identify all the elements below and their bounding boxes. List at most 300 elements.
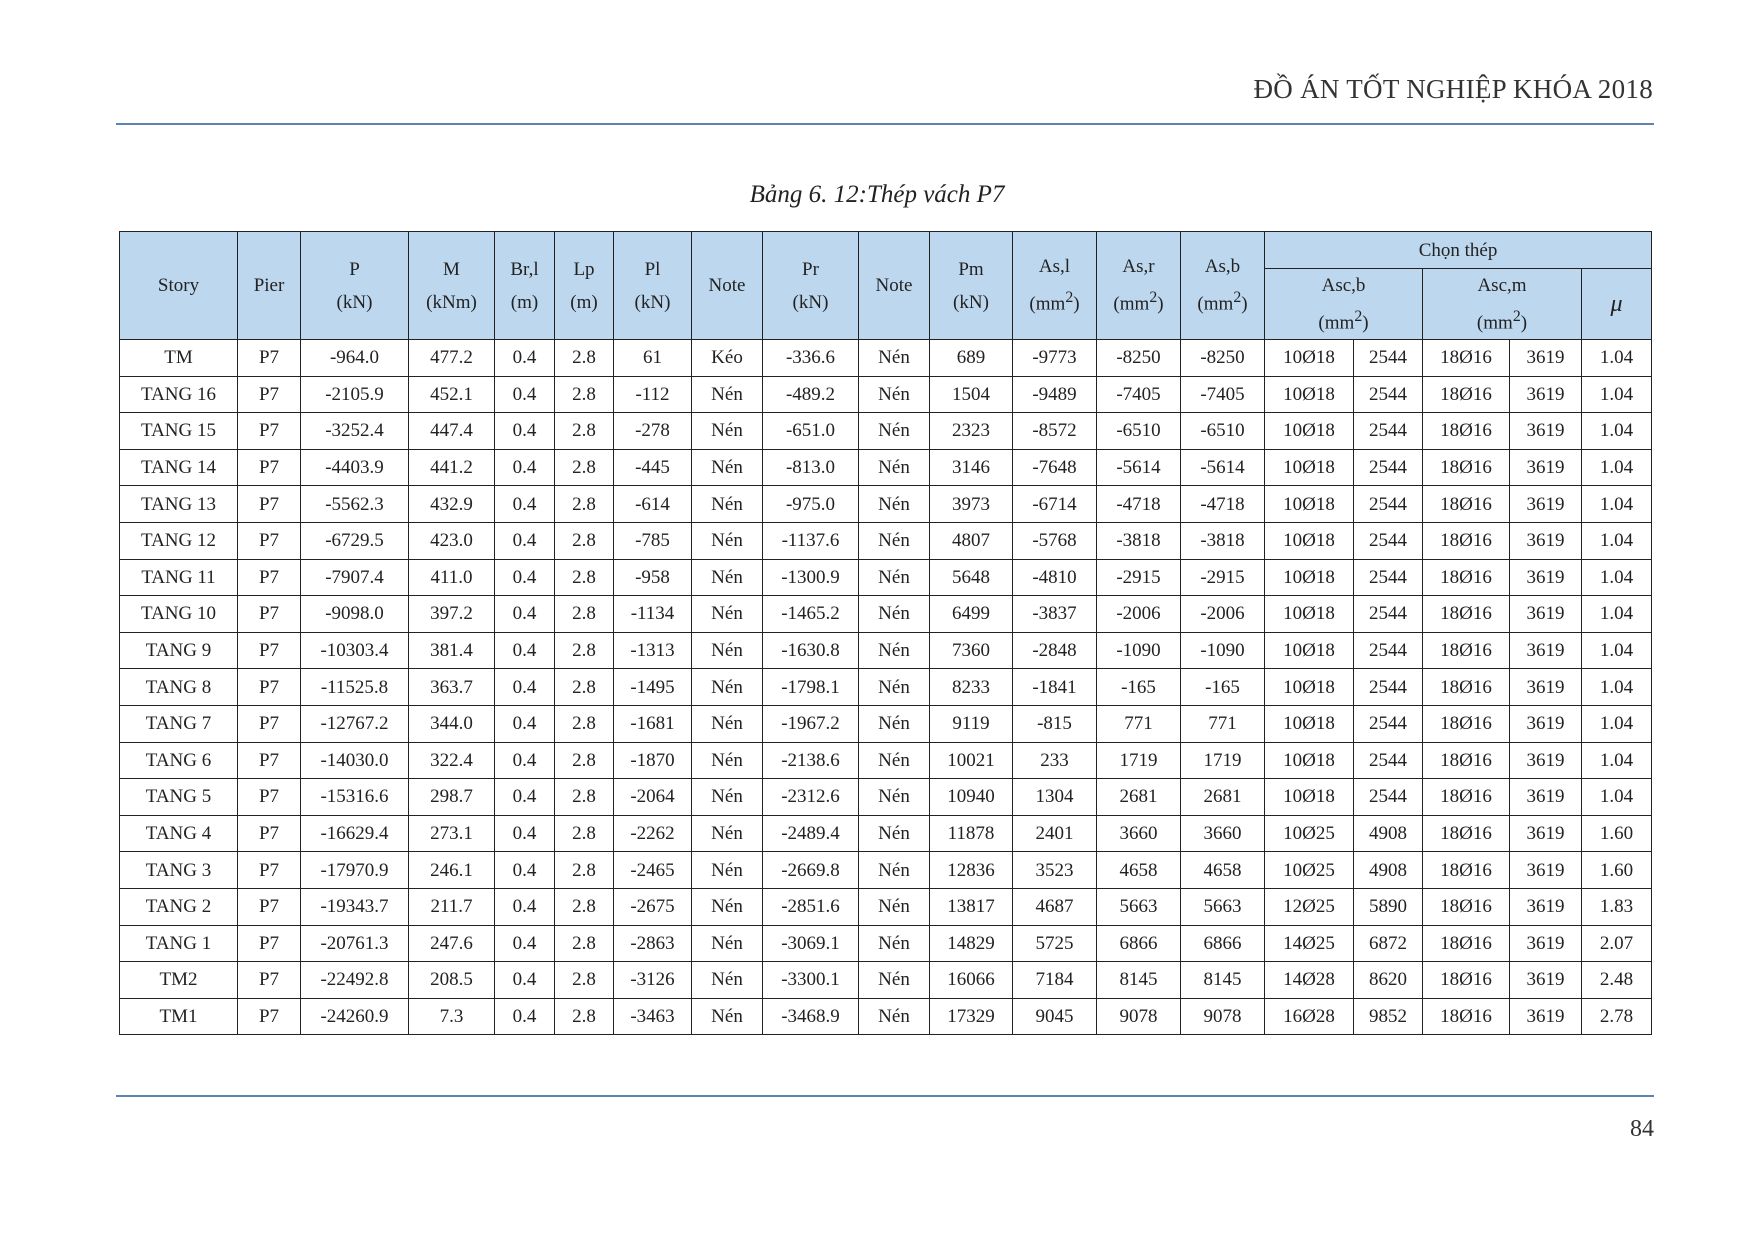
table-cell: -1134 (614, 596, 692, 633)
table-cell: -2489.4 (763, 815, 859, 852)
table-cell: -24260.9 (301, 998, 409, 1035)
table-cell: 3619 (1510, 340, 1582, 377)
table-cell: -12767.2 (301, 705, 409, 742)
table-cell: 18Ø16 (1423, 925, 1510, 962)
col-header-story: Story (120, 232, 238, 340)
table-cell: 18Ø16 (1423, 413, 1510, 450)
table-cell: 5663 (1097, 888, 1181, 925)
table-cell: -6729.5 (301, 522, 409, 559)
table-cell: Nén (692, 742, 763, 779)
table-cell: 18Ø16 (1423, 742, 1510, 779)
table-cell: 14Ø25 (1265, 925, 1354, 962)
table-cell: 211.7 (409, 888, 495, 925)
table-cell: TANG 3 (120, 852, 238, 889)
table-cell: 447.4 (409, 413, 495, 450)
table-cell: -614 (614, 486, 692, 523)
table-cell: 3619 (1510, 742, 1582, 779)
table-cell: 432.9 (409, 486, 495, 523)
table-cell: 2681 (1097, 779, 1181, 816)
col-header-note-right: Note (859, 232, 930, 340)
table-cell: 2.8 (555, 413, 614, 450)
table-cell: 1.04 (1582, 376, 1652, 413)
table-cell: 0.4 (495, 596, 555, 633)
table-cell: 0.4 (495, 888, 555, 925)
table-cell: 1.04 (1582, 486, 1652, 523)
table-cell: -4810 (1013, 559, 1097, 596)
table-cell: 771 (1097, 705, 1181, 742)
table-cell: 7184 (1013, 962, 1097, 999)
table-cell: 2.8 (555, 852, 614, 889)
table-cell: Nén (859, 888, 930, 925)
table-cell: 5890 (1354, 888, 1423, 925)
col-header-pl: Pl (kN) (614, 232, 692, 340)
table-cell: 1504 (930, 376, 1013, 413)
table-cell: TANG 9 (120, 632, 238, 669)
table-cell: -3069.1 (763, 925, 859, 962)
table-cell: 10Ø18 (1265, 376, 1354, 413)
table-cell: 3619 (1510, 815, 1582, 852)
table-cell: -651.0 (763, 413, 859, 450)
table-cell: -17970.9 (301, 852, 409, 889)
table-cell: 9852 (1354, 998, 1423, 1035)
table-cell: 10Ø18 (1265, 705, 1354, 742)
table-cell: -958 (614, 559, 692, 596)
table-cell: 247.6 (409, 925, 495, 962)
table-cell: 9045 (1013, 998, 1097, 1035)
table-cell: -1681 (614, 705, 692, 742)
table-cell: 10Ø18 (1265, 522, 1354, 559)
table-cell: 10940 (930, 779, 1013, 816)
table-cell: 10Ø18 (1265, 742, 1354, 779)
table-cell: 246.1 (409, 852, 495, 889)
table-cell: -785 (614, 522, 692, 559)
table-cell: -165 (1181, 669, 1265, 706)
table-cell: 1.83 (1582, 888, 1652, 925)
table-cell: P7 (238, 486, 301, 523)
table-cell: 0.4 (495, 815, 555, 852)
table-cell: 14Ø28 (1265, 962, 1354, 999)
table-cell: TANG 4 (120, 815, 238, 852)
table-cell: P7 (238, 449, 301, 486)
table-cell: -7648 (1013, 449, 1097, 486)
table-cell: -3468.9 (763, 998, 859, 1035)
table-cell: 10Ø25 (1265, 815, 1354, 852)
table-cell: 2323 (930, 413, 1013, 450)
table-cell: 18Ø16 (1423, 779, 1510, 816)
table-cell: Nén (692, 376, 763, 413)
table-cell: P7 (238, 742, 301, 779)
table-cell: -975.0 (763, 486, 859, 523)
table-cell: TANG 5 (120, 779, 238, 816)
table-cell: -9098.0 (301, 596, 409, 633)
table-cell: TANG 15 (120, 413, 238, 450)
table-cell: 0.4 (495, 376, 555, 413)
table-cell: P7 (238, 779, 301, 816)
table-cell: 7360 (930, 632, 1013, 669)
table-cell: -9773 (1013, 340, 1097, 377)
table-cell: Nén (859, 852, 930, 889)
col-header-lp: Lp (m) (555, 232, 614, 340)
table-cell: 2.8 (555, 779, 614, 816)
table-cell: 2544 (1354, 596, 1423, 633)
table-cell: 1.04 (1582, 340, 1652, 377)
table-cell: P7 (238, 815, 301, 852)
table-cell: Nén (692, 925, 763, 962)
table-cell: -2006 (1181, 596, 1265, 633)
table-cell: 5648 (930, 559, 1013, 596)
col-header-m: M (kNm) (409, 232, 495, 340)
col-header-asr: As,r $(mm^2)$ (1097, 232, 1181, 340)
table-cell: -1090 (1097, 632, 1181, 669)
table-cell: Nén (859, 340, 930, 377)
table-cell: -8572 (1013, 413, 1097, 450)
table-cell: 0.4 (495, 998, 555, 1035)
table-cell: TANG 11 (120, 559, 238, 596)
table-cell: 6866 (1181, 925, 1265, 962)
table-cell: 771 (1181, 705, 1265, 742)
table-cell: TANG 7 (120, 705, 238, 742)
header-rule (116, 123, 1654, 125)
table-cell: 2.07 (1582, 925, 1652, 962)
table-cell: 4908 (1354, 815, 1423, 852)
table-cell: Nén (859, 486, 930, 523)
table-cell: 3619 (1510, 559, 1582, 596)
table-cell: 4658 (1097, 852, 1181, 889)
table-cell: 18Ø16 (1423, 596, 1510, 633)
col-header-ascm: Asc,m $(mm^2)$ (1423, 269, 1582, 340)
table-cell: -2669.8 (763, 852, 859, 889)
table-cell: -445 (614, 449, 692, 486)
table-cell: -1630.8 (763, 632, 859, 669)
table-caption: Bảng 6. 12:Thép vách P7 (749, 181, 1005, 208)
table-row (120, 413, 1652, 450)
table-cell: 5663 (1181, 888, 1265, 925)
table-cell: -813.0 (763, 449, 859, 486)
table-cell: 10Ø18 (1265, 632, 1354, 669)
table-cell: P7 (238, 852, 301, 889)
table-cell: -2465 (614, 852, 692, 889)
col-header-ascb: Asc,b $(mm^2)$ (1265, 269, 1423, 340)
table-cell: 2544 (1354, 449, 1423, 486)
table-cell: TANG 1 (120, 925, 238, 962)
table-cell: P7 (238, 632, 301, 669)
table-row (120, 998, 1652, 1035)
table-cell: TANG 14 (120, 449, 238, 486)
table-cell: P7 (238, 998, 301, 1035)
table-cell: 3619 (1510, 779, 1582, 816)
table-cell: -2851.6 (763, 888, 859, 925)
table-cell: 1.04 (1582, 779, 1652, 816)
table-cell: 2.48 (1582, 962, 1652, 999)
table-cell: TANG 13 (120, 486, 238, 523)
table-cell: -4718 (1097, 486, 1181, 523)
table-cell: Nén (692, 632, 763, 669)
table-cell: 1.04 (1582, 596, 1652, 633)
table-cell: Nén (692, 413, 763, 450)
table-cell: 0.4 (495, 340, 555, 377)
table-cell: Nén (692, 962, 763, 999)
col-header-mu: μ (1582, 269, 1652, 340)
table-cell: 3619 (1510, 888, 1582, 925)
table-cell: TM1 (120, 998, 238, 1035)
table-row (120, 376, 1652, 413)
table-row (120, 852, 1652, 889)
table-cell: Nén (859, 559, 930, 596)
table-cell: TM2 (120, 962, 238, 999)
table-cell: -1300.9 (763, 559, 859, 596)
table-cell: P7 (238, 340, 301, 377)
table-cell: Nén (692, 449, 763, 486)
table-cell: -1465.2 (763, 596, 859, 633)
table-cell: 18Ø16 (1423, 705, 1510, 742)
table-row (120, 486, 1652, 523)
table-cell: P7 (238, 522, 301, 559)
table-cell: 2.78 (1582, 998, 1652, 1035)
table-cell: 2544 (1354, 522, 1423, 559)
col-header-asl: As,l $(mm^2)$ (1013, 232, 1097, 340)
table-cell: -2312.6 (763, 779, 859, 816)
table-cell: 0.4 (495, 449, 555, 486)
table-cell: -1798.1 (763, 669, 859, 706)
table-cell: 233 (1013, 742, 1097, 779)
table-cell: 3619 (1510, 486, 1582, 523)
table-cell: Nén (859, 815, 930, 852)
table-cell: 61 (614, 340, 692, 377)
table-cell: -1137.6 (763, 522, 859, 559)
table-cell: 2.8 (555, 998, 614, 1035)
table-cell: 10Ø18 (1265, 340, 1354, 377)
table-cell: -9489 (1013, 376, 1097, 413)
table-row (120, 340, 1652, 377)
table-cell: 8620 (1354, 962, 1423, 999)
table-cell: 298.7 (409, 779, 495, 816)
col-header-pier: Pier (238, 232, 301, 340)
table-cell: 18Ø16 (1423, 486, 1510, 523)
table-body (120, 340, 1652, 1035)
table-cell: -3126 (614, 962, 692, 999)
table-cell: -3252.4 (301, 413, 409, 450)
table-cell: 11878 (930, 815, 1013, 852)
table-cell: -11525.8 (301, 669, 409, 706)
table-cell: 6872 (1354, 925, 1423, 962)
table-cell: 6866 (1097, 925, 1181, 962)
table-cell: TANG 8 (120, 669, 238, 706)
table-cell: 3619 (1510, 413, 1582, 450)
table-cell: 3619 (1510, 852, 1582, 889)
table-cell: 10Ø18 (1265, 779, 1354, 816)
table-cell: 1.04 (1582, 705, 1652, 742)
table-cell: 9119 (930, 705, 1013, 742)
table-cell: 7.3 (409, 998, 495, 1035)
table-cell: 2.8 (555, 742, 614, 779)
table-cell: 3619 (1510, 925, 1582, 962)
table-cell: Nén (859, 522, 930, 559)
table-cell: 1.04 (1582, 413, 1652, 450)
table-cell: 2.8 (555, 925, 614, 962)
table-cell: Nén (692, 888, 763, 925)
table-cell: 2.8 (555, 888, 614, 925)
table-cell: 4658 (1181, 852, 1265, 889)
table-cell: 8145 (1181, 962, 1265, 999)
table-cell: -7405 (1097, 376, 1181, 413)
table-cell: 1.04 (1582, 522, 1652, 559)
table-cell: 2401 (1013, 815, 1097, 852)
table-cell: -19343.7 (301, 888, 409, 925)
table-cell: -3818 (1181, 522, 1265, 559)
col-header-pm: Pm (kN) (930, 232, 1013, 340)
table-cell: 10Ø18 (1265, 413, 1354, 450)
col-header-p: P (kN) (301, 232, 409, 340)
table-cell: 3146 (930, 449, 1013, 486)
table-cell: 12836 (930, 852, 1013, 889)
table-cell: 2.8 (555, 449, 614, 486)
table-cell: 322.4 (409, 742, 495, 779)
table-cell: -336.6 (763, 340, 859, 377)
table-cell: -4718 (1181, 486, 1265, 523)
table-cell: -20761.3 (301, 925, 409, 962)
table-cell: P7 (238, 925, 301, 962)
table-cell: -8250 (1181, 340, 1265, 377)
table-cell: 2544 (1354, 486, 1423, 523)
table-cell: 18Ø16 (1423, 852, 1510, 889)
table-cell: -2262 (614, 815, 692, 852)
table-cell: 3619 (1510, 962, 1582, 999)
table-cell: 2544 (1354, 669, 1423, 706)
table-cell: P7 (238, 413, 301, 450)
table-cell: 3619 (1510, 998, 1582, 1035)
table-cell: P7 (238, 669, 301, 706)
table-cell: 10Ø18 (1265, 486, 1354, 523)
table-cell: 10021 (930, 742, 1013, 779)
table-cell: Nén (692, 779, 763, 816)
table-cell: 2681 (1181, 779, 1265, 816)
table-cell: 2544 (1354, 559, 1423, 596)
table-cell: 18Ø16 (1423, 559, 1510, 596)
table-cell: TANG 16 (120, 376, 238, 413)
table-cell: 1.60 (1582, 815, 1652, 852)
table-cell: 1.04 (1582, 632, 1652, 669)
table-cell: 3619 (1510, 449, 1582, 486)
table-cell: 10Ø18 (1265, 596, 1354, 633)
table-cell: 3619 (1510, 376, 1582, 413)
table-cell: -4403.9 (301, 449, 409, 486)
table-cell: -2138.6 (763, 742, 859, 779)
table-cell: 1.04 (1582, 559, 1652, 596)
table-cell: -2848 (1013, 632, 1097, 669)
table-cell: 3660 (1181, 815, 1265, 852)
table-cell: -5768 (1013, 522, 1097, 559)
table-cell: 3619 (1510, 522, 1582, 559)
table-cell: Kéo (692, 340, 763, 377)
table-cell: 18Ø16 (1423, 632, 1510, 669)
table-cell: -112 (614, 376, 692, 413)
col-header-chon-thep: Chọn thép (1265, 232, 1652, 269)
table-cell: 18Ø16 (1423, 449, 1510, 486)
table-row (120, 632, 1652, 669)
table-cell: -6510 (1181, 413, 1265, 450)
table-cell: Nén (859, 413, 930, 450)
table-cell: -1495 (614, 669, 692, 706)
table-cell: Nén (859, 962, 930, 999)
table-row (120, 705, 1652, 742)
table-cell: -6510 (1097, 413, 1181, 450)
table-cell: P7 (238, 559, 301, 596)
table-cell: Nén (692, 705, 763, 742)
table-cell: 441.2 (409, 449, 495, 486)
table-row (120, 522, 1652, 559)
page-number: 84 (1630, 1116, 1654, 1142)
table-cell: 1.60 (1582, 852, 1652, 889)
table-row (120, 925, 1652, 962)
table-cell: 397.2 (409, 596, 495, 633)
table-cell: -489.2 (763, 376, 859, 413)
table-cell: 0.4 (495, 779, 555, 816)
col-header-pr: Pr (kN) (763, 232, 859, 340)
table-cell: 2.8 (555, 705, 614, 742)
table-cell: 18Ø16 (1423, 376, 1510, 413)
table-cell: Nén (859, 925, 930, 962)
table-cell: -14030.0 (301, 742, 409, 779)
table-cell: 208.5 (409, 962, 495, 999)
table-cell: 18Ø16 (1423, 815, 1510, 852)
table-cell: TANG 6 (120, 742, 238, 779)
table-cell: 477.2 (409, 340, 495, 377)
table-cell: -3300.1 (763, 962, 859, 999)
table-cell: 3973 (930, 486, 1013, 523)
table-cell: 423.0 (409, 522, 495, 559)
table-cell: 2.8 (555, 962, 614, 999)
col-header-brl: Br,l (m) (495, 232, 555, 340)
table-cell: Nén (692, 815, 763, 852)
table-cell: Nén (859, 742, 930, 779)
table-cell: 10Ø18 (1265, 449, 1354, 486)
table-cell: 2544 (1354, 779, 1423, 816)
table-cell: -278 (614, 413, 692, 450)
table-row (120, 669, 1652, 706)
table-cell: 0.4 (495, 669, 555, 706)
table-cell: -15316.6 (301, 779, 409, 816)
table-cell: -8250 (1097, 340, 1181, 377)
table-cell: P7 (238, 888, 301, 925)
table-cell: -1870 (614, 742, 692, 779)
table-cell: 1.04 (1582, 669, 1652, 706)
table-cell: 2544 (1354, 340, 1423, 377)
table-row (120, 742, 1652, 779)
table-cell: 18Ø16 (1423, 998, 1510, 1035)
table-cell: 0.4 (495, 522, 555, 559)
table-cell: 0.4 (495, 742, 555, 779)
table-cell: Nén (859, 669, 930, 706)
table-cell: -2006 (1097, 596, 1181, 633)
table-cell: 2.8 (555, 596, 614, 633)
table-cell: TM (120, 340, 238, 377)
table-cell: 2.8 (555, 815, 614, 852)
table-cell: 5725 (1013, 925, 1097, 962)
table-cell: 10Ø25 (1265, 852, 1354, 889)
table-cell: TANG 12 (120, 522, 238, 559)
footer-rule (116, 1095, 1654, 1097)
table-cell: 4807 (930, 522, 1013, 559)
table-row (120, 449, 1652, 486)
table-cell: 8145 (1097, 962, 1181, 999)
table-cell: TANG 2 (120, 888, 238, 925)
table-cell: 4687 (1013, 888, 1097, 925)
table-cell: Nén (692, 559, 763, 596)
table-cell: -5562.3 (301, 486, 409, 523)
table-cell: 1.04 (1582, 449, 1652, 486)
table-cell: 1304 (1013, 779, 1097, 816)
table-cell: 9078 (1097, 998, 1181, 1035)
